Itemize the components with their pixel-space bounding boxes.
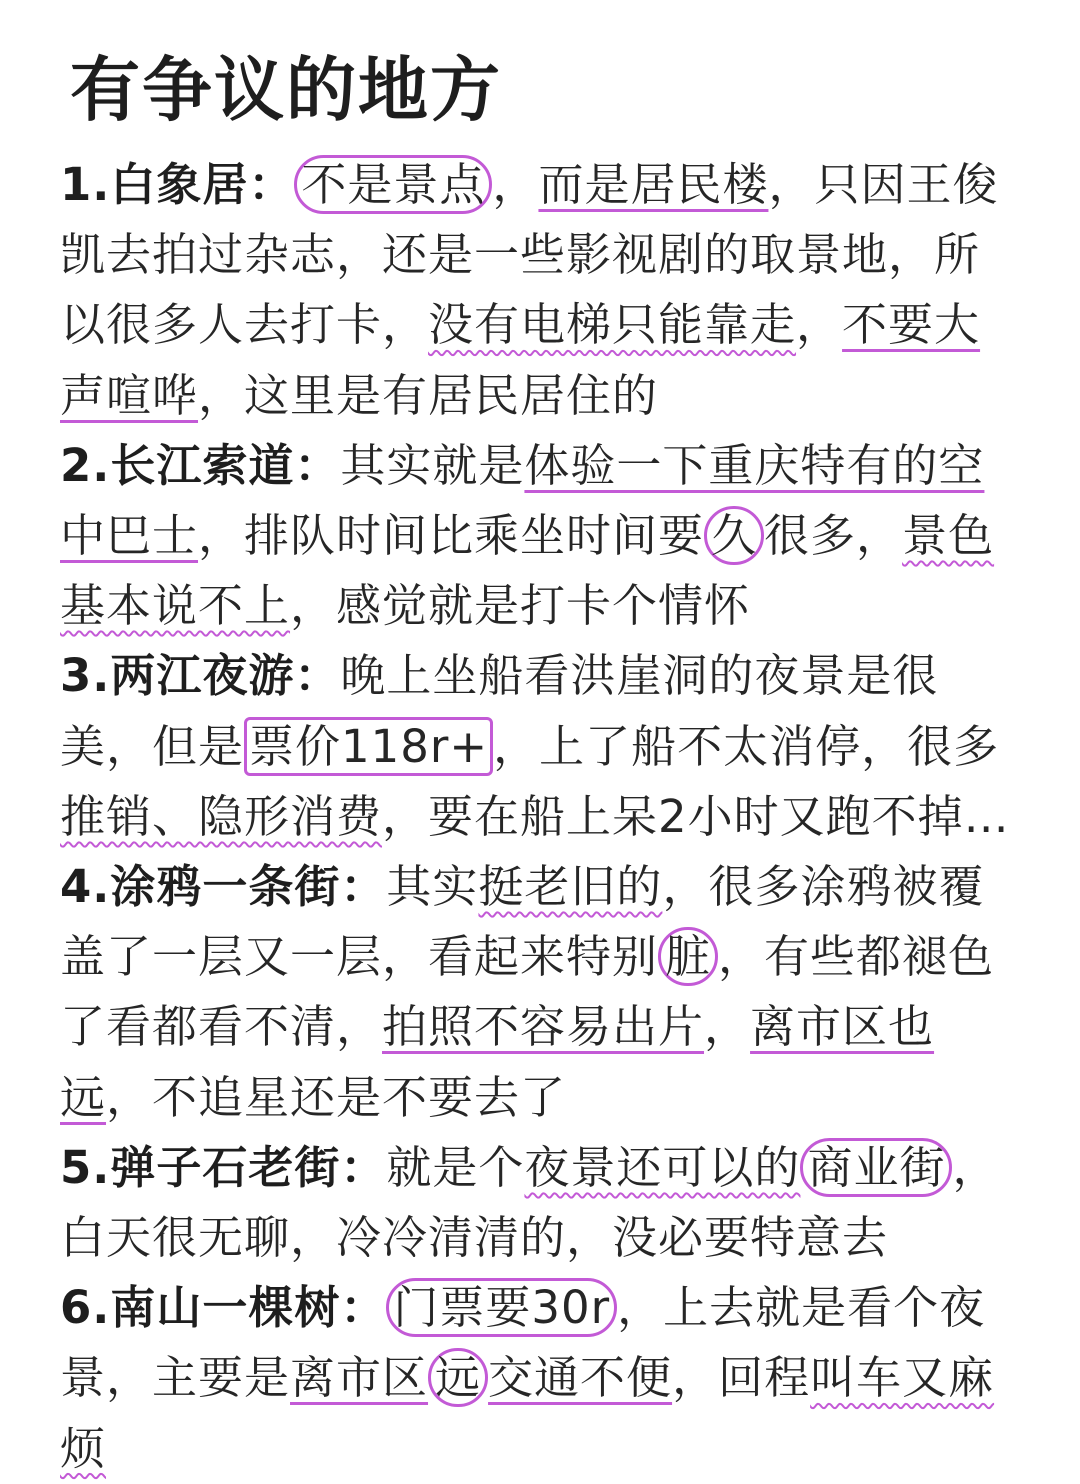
- item-text: ，感觉就是打卡个情怀: [290, 579, 751, 633]
- underlined-text: 不要大声喧哗: [60, 298, 981, 422]
- wavy-underlined-text: 挺老旧的: [478, 860, 663, 914]
- list-item: [60, 641, 1020, 852]
- wavy-underlined-text: 没有电梯只能靠走: [428, 298, 797, 352]
- content-list: [60, 150, 1020, 1484]
- item-text: 其实就是: [340, 438, 525, 492]
- item-text: ，上去就是看个夜景，主要是: [60, 1281, 986, 1405]
- item-text: ，有些都褪色了看都看不清，: [60, 930, 995, 1054]
- item-text: ，白天很无聊，冷冷清清的，没必要特意去: [60, 1140, 999, 1265]
- item-heading: 1.白象居：: [60, 158, 295, 211]
- item-heading: 6.南山一棵树：: [60, 1281, 387, 1335]
- item-text: ，不追星还是不要去了: [106, 1070, 567, 1124]
- underlined-text: 而是居民楼: [538, 158, 769, 211]
- item-heading: 4.涂鸦一条街：: [60, 860, 387, 914]
- item-text: 很多，: [764, 509, 903, 563]
- underlined-text: 离市区也远: [60, 1000, 935, 1124]
- page-title: 有争议的地方: [70, 49, 502, 131]
- item-text: ，很多涂鸦被覆盖了一层又一层，看起来特别: [60, 860, 985, 984]
- item-text: ，: [704, 1000, 751, 1054]
- circled-text: 商业街: [800, 1138, 952, 1197]
- circled-text: 久: [704, 506, 764, 565]
- list-item: [60, 150, 1020, 431]
- list-item: [60, 1133, 1020, 1273]
- item-text: ，这里是有居民居住的: [198, 368, 659, 422]
- item-text: ，要在船上呆2小时又跑不掉…: [382, 789, 1010, 843]
- wavy-underlined-text: 推销、隐形消费: [60, 789, 383, 843]
- item-text: 就是个: [386, 1140, 525, 1194]
- item-text: ，上了船不太消停，很多: [493, 719, 1000, 773]
- circled-text: 远: [428, 1348, 488, 1407]
- wavy-underlined-text: 夜景还可以的: [524, 1140, 801, 1194]
- list-item: [60, 852, 1020, 1133]
- item-text: ，只因王俊凯去拍过杂志，还是一些影视剧的取景地，所以很多人去打卡，: [60, 158, 999, 352]
- underlined-text: 交通不便: [488, 1351, 673, 1405]
- underlined-text: 拍照不容易出片: [382, 1000, 705, 1054]
- list-item: [60, 1273, 1020, 1484]
- circled-text: 不是景点: [294, 155, 492, 214]
- wavy-underlined-text: 景色基本说不上: [60, 509, 995, 633]
- item-text: ，: [796, 298, 843, 352]
- list-item: [60, 431, 1020, 642]
- item-text: ，: [492, 158, 539, 211]
- item-heading: 5.弹子石老街：: [60, 1140, 387, 1194]
- item-text: ，回程: [672, 1351, 811, 1405]
- underlined-text: 离市区: [290, 1351, 429, 1405]
- boxed-text: 票价118r+: [244, 717, 493, 776]
- item-text: ，排队时间比乘坐时间要: [198, 509, 705, 563]
- underlined-text: 体验一下重庆特有的空中巴士: [60, 438, 985, 563]
- circled-text: 脏: [658, 927, 718, 986]
- item-heading: 3.两江夜游：: [60, 649, 341, 703]
- item-heading: 2.长江索道：: [60, 438, 341, 492]
- item-text: 晚上坐船看洪崖洞的夜景是很美，但是: [60, 649, 939, 773]
- item-text: 其实: [386, 860, 479, 914]
- circled-text: 门票要30r: [386, 1278, 617, 1337]
- wavy-underlined-text: 叫车又麻烦: [60, 1351, 995, 1475]
